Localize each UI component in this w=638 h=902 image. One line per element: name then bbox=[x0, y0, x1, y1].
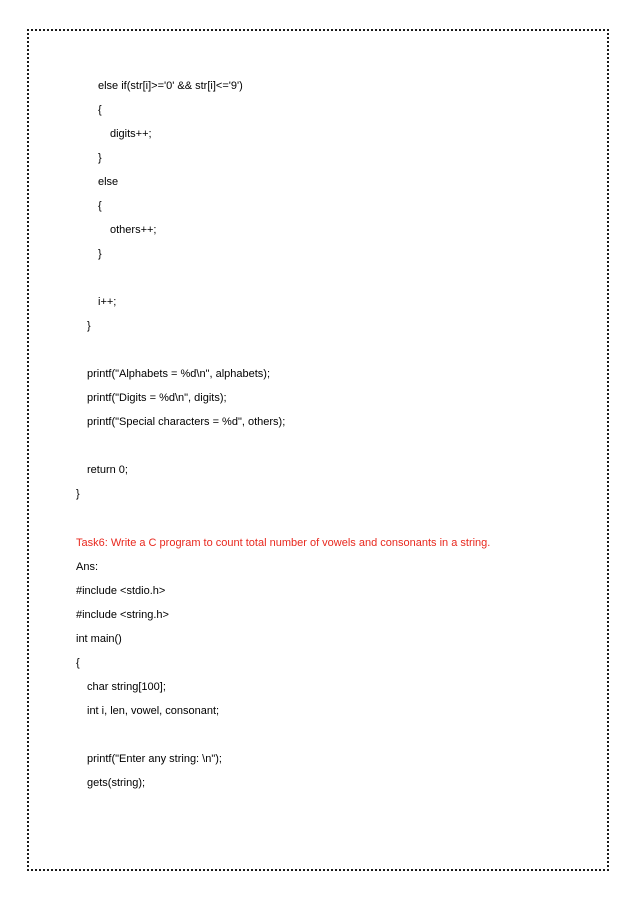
code-line: gets(string); bbox=[87, 777, 146, 789]
code-line: { bbox=[98, 200, 102, 212]
code-line: int i, len, vowel, consonant; bbox=[87, 705, 220, 717]
code-line: printf("Digits = %d\n", digits); bbox=[87, 392, 227, 404]
code-line: { bbox=[98, 104, 102, 116]
code-line: #include <string.h> bbox=[76, 609, 169, 621]
code-line: #include <stdio.h> bbox=[76, 585, 166, 597]
answer-label: Ans: bbox=[76, 561, 99, 573]
page-border bbox=[27, 29, 609, 871]
code-line: others++; bbox=[110, 224, 157, 236]
code-line: printf("Alphabets = %d\n", alphabets); bbox=[87, 368, 270, 380]
code-line: i++; bbox=[98, 296, 117, 308]
code-line: digits++; bbox=[110, 128, 152, 140]
code-line: } bbox=[98, 248, 102, 260]
task-heading: Task6: Write a C program to count total number of vowels and consonants in a string. bbox=[76, 537, 491, 549]
code-line: } bbox=[76, 488, 80, 500]
code-line: { bbox=[76, 657, 80, 669]
code-line: printf("Enter any string: \n"); bbox=[87, 753, 222, 765]
code-line: printf("Special characters = %d", others); bbox=[87, 416, 286, 428]
code-line: return 0; bbox=[87, 464, 128, 476]
code-line: else if(str[i]>='0' && str[i]<='9') bbox=[98, 80, 243, 92]
code-line: } bbox=[87, 320, 91, 332]
code-line: else bbox=[98, 176, 119, 188]
code-line: } bbox=[98, 152, 102, 164]
code-line: int main() bbox=[76, 633, 122, 645]
code-line: char string[100]; bbox=[87, 681, 166, 693]
